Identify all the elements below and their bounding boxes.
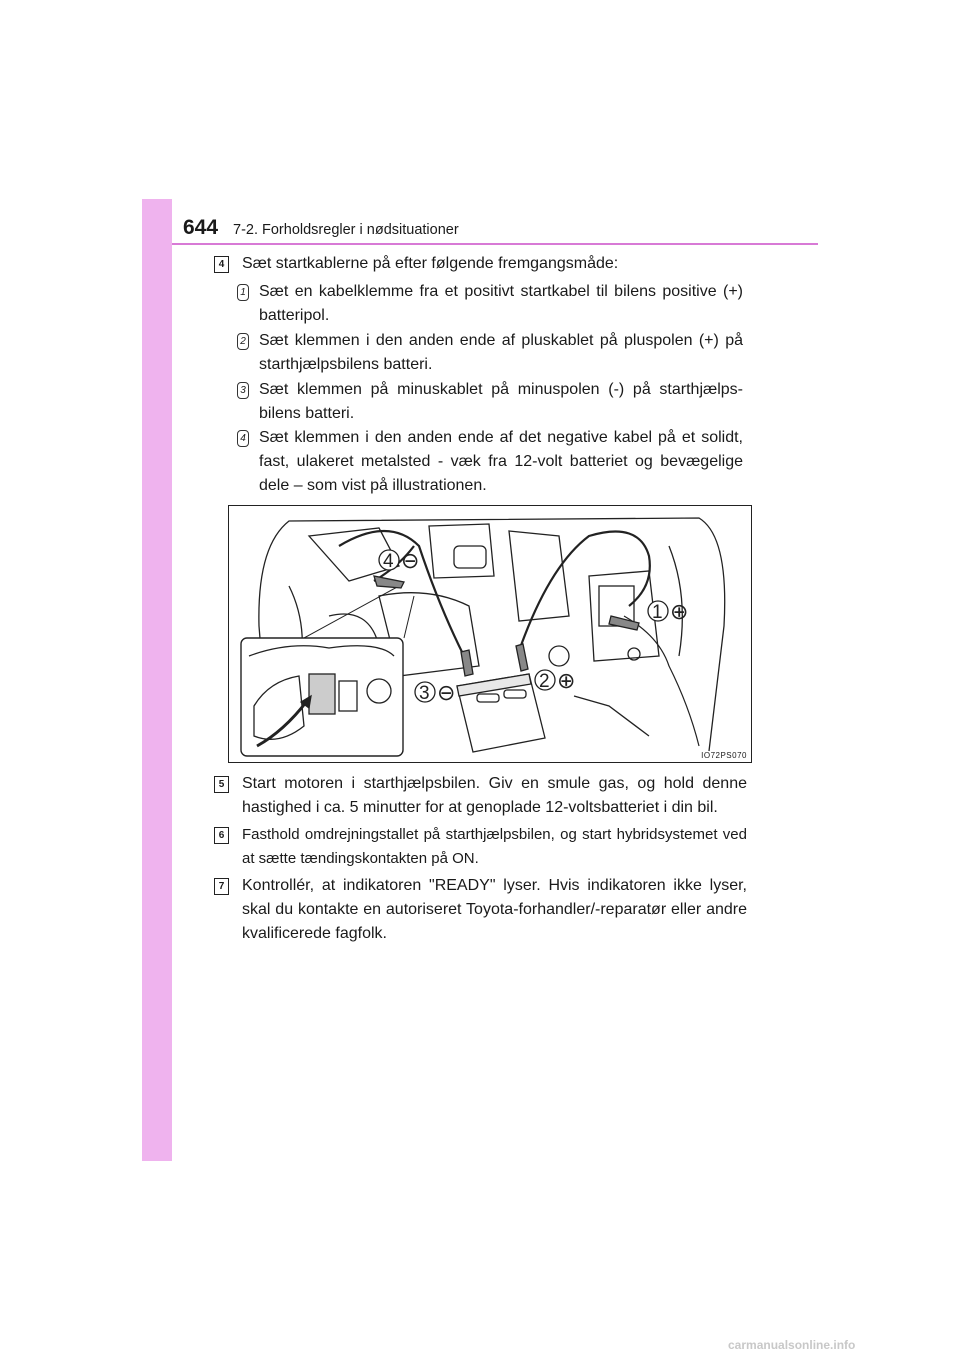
step-number-box: 5 — [214, 776, 229, 793]
substep-number-badge: 1 — [237, 284, 249, 301]
callout-4-sign: ⊖ — [401, 548, 420, 573]
step-number-box: 6 — [214, 827, 229, 844]
section-title: 7-2. Forholdsregler i nødsituationer — [233, 222, 459, 238]
step-number-box: 4 — [214, 256, 229, 273]
callout-3-sign: ⊖ — [437, 680, 456, 705]
page-number: 644 — [183, 216, 219, 239]
callout-2-sign: ⊕ — [557, 668, 576, 693]
callout-2-number: 2 — [539, 671, 550, 692]
figure-code: IO72PS070 — [701, 751, 747, 760]
section-sidebar-tab — [142, 199, 172, 1161]
substep-text: Sæt klemmen på minuskablet på minuspolen (-) på starthjælps-bilens batteri. — [259, 381, 743, 422]
step-text: Sæt startkablerne på efter følgende fremgangsmåde: — [242, 255, 619, 272]
substep-number-badge: 3 — [237, 382, 249, 399]
substep-text: Sæt klemmen i den anden ende af det negative kabel på et solidt, fast, ulakeret metalsted - væk fra 12-volt batteriet og bevægelige dele – som vist på illustrationen. — [259, 429, 743, 494]
substep-number-badge: 4 — [237, 430, 249, 447]
substep-number-badge: 2 — [237, 333, 249, 350]
header-divider — [172, 243, 818, 245]
substep-text: Sæt klemmen i den anden ende af pluskablet på pluspolen (+) på starthjælpsbilens batteri. — [259, 332, 743, 373]
jump-start-illustration — [228, 505, 752, 763]
callout-1-number: 1 — [652, 602, 663, 623]
substep-text: Sæt en kabelklemme fra et positivt startkabel til bilens positive (+) batteripol. — [259, 283, 743, 324]
step-text: Start motoren i starthjælpsbilen. Giv en smule gas, og hold denne hastighed i ca. 5 minutter for at genoplade 12-voltsbatteriet i din bil. — [242, 775, 747, 816]
step-number-box: 7 — [214, 878, 229, 895]
watermark: carmanualsonline.info — [728, 1338, 856, 1352]
step-text: Fasthold omdrejningstallet på starthjælpsbilen, og start hybridsystemet ved at sætte tændingskontakten på ON. — [242, 826, 747, 867]
callout-4-number: 4 — [383, 551, 394, 572]
step-text: Kontrollér, at indikatoren "READY" lyser. Hvis indikatoren ikke lyser, skal du kontakte en autoriseret Toyota-forhandler/-reparatør eller andre kvalificerede fagfolk. — [242, 877, 747, 942]
callout-1-sign: ⊕ — [670, 599, 689, 624]
callout-3-number: 3 — [419, 683, 430, 704]
engine-bay-drawing — [229, 506, 751, 762]
